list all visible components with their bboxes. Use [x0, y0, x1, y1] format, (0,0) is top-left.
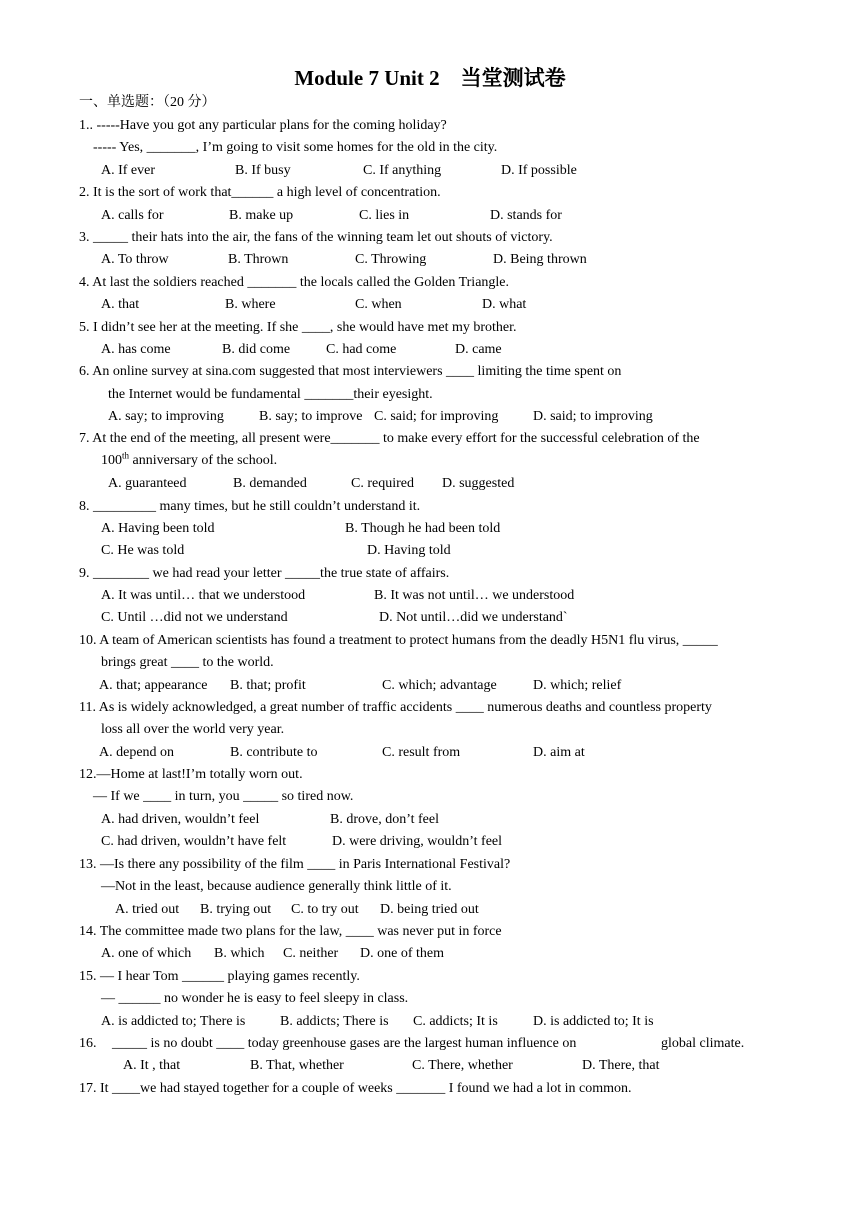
text-line: A. is addicted to; There is: [101, 1014, 246, 1029]
text-line: D. Not until…did we understand`: [379, 610, 568, 625]
text-line: A. To throw: [101, 252, 169, 267]
section-heading: 一、单选题：（20 分）: [79, 95, 216, 110]
text-line: C. when: [355, 297, 402, 312]
question-7-continuation: [101, 452, 277, 470]
text-line: D. came: [455, 342, 502, 357]
text-line: C. had come: [326, 342, 397, 357]
text-line: C. had driven, wouldn’t have felt: [101, 834, 287, 849]
text-line: A. had driven, wouldn’t feel: [101, 812, 260, 827]
text-line: 9. ________ we had read your letter _____the true state of affairs.: [79, 566, 450, 581]
text-line: 15. –– I hear Tom ______ playing games recently.: [79, 969, 360, 984]
text-line: 7. At the end of the meeting, all present were_______ to make every effort for the successful celebration of the: [79, 431, 700, 446]
text-line: 13. —Is there any possibility of the film ____ in Paris International Festival?: [79, 857, 511, 872]
page-title: Module 7 Unit 2 当堂测试卷: [294, 66, 566, 90]
text-line: A. tried out: [115, 902, 180, 917]
text-line: global climate.: [661, 1036, 745, 1051]
text-line: C. If anything: [363, 163, 442, 178]
text-line: A. It was until… that we understood: [101, 588, 306, 603]
q7-ordinal-suffix: th: [122, 450, 130, 461]
text-line: A. guaranteed: [108, 476, 187, 491]
text-line: C. neither: [283, 946, 339, 961]
text-line: ----- Yes, _______, I’m going to visit some homes for the old in the city.: [93, 140, 498, 155]
text-line: C. to try out: [291, 902, 359, 917]
text-line: B. where: [225, 297, 276, 312]
text-line: D. aim at: [533, 745, 585, 760]
text-line: A. It , that: [123, 1058, 181, 1073]
text-line: C. said; for improving: [374, 409, 499, 424]
text-line: B. That, whether: [250, 1058, 344, 1073]
text-line: 6. An online survey at sina.com suggested that most interviewers ____ limiting the time spent on: [79, 364, 622, 379]
text-line: — If we ____ in turn, you _____ so tired now.: [93, 789, 354, 804]
text-line: 17. It ____we had stayed together for a couple of weeks _______ I found we had a lot in common.: [79, 1081, 632, 1096]
text-line: D. stands for: [490, 208, 562, 223]
text-line: A. calls for: [101, 208, 164, 223]
q7-number: 100: [101, 453, 122, 468]
text-line: 3. _____ their hats into the air, the fans of the winning team let out shouts of victory.: [79, 230, 553, 245]
text-line: A. say; to improving: [108, 409, 224, 424]
text-line: D. suggested: [442, 476, 515, 491]
text-line: B. demanded: [233, 476, 307, 491]
text-line: D. is addicted to; It is: [533, 1014, 654, 1029]
text-line: A. Having been told: [101, 521, 215, 536]
text-line: C. lies in: [359, 208, 410, 223]
text-line: A. depend on: [99, 745, 175, 760]
text-line: D. said; to improving: [533, 409, 653, 424]
text-line: B. make up: [229, 208, 294, 223]
text-line: D. which; relief: [533, 678, 622, 693]
text-line: _____ is no doubt ____ today greenhouse gases are the largest human influence on: [112, 1036, 577, 1051]
text-line: —Not in the least, because audience generally think little of it.: [101, 879, 452, 894]
text-line: 12.—Home at last!I’m totally worn out.: [79, 767, 303, 782]
text-line: 14. The committee made two plans for the law, ____ was never put in force: [79, 924, 502, 939]
text-line: A. that; appearance: [99, 678, 208, 693]
text-line: D. one of them: [360, 946, 444, 961]
text-line: D. being tried out: [380, 902, 479, 917]
text-line: D. There, that: [582, 1058, 660, 1073]
text-line: A. If ever: [101, 163, 156, 178]
text-line: 10. A team of American scientists has found a treatment to protect humans from the deadly H5N1 flu virus, _____: [79, 633, 718, 648]
q7-text: anniversary of the school.: [129, 453, 278, 468]
text-line: B. drove, don’t feel: [330, 812, 439, 827]
text-line: C. Until …did not we understand: [101, 610, 288, 625]
text-line: C. There, whether: [412, 1058, 513, 1073]
text-line: 8. _________ many times, but he still couldn’t understand it.: [79, 499, 421, 514]
text-line: B. which: [214, 946, 265, 961]
text-line: 2. It is the sort of work that______ a high level of concentration.: [79, 185, 441, 200]
text-line: brings great ____ to the world.: [101, 655, 274, 670]
text-line: C. He was told: [101, 543, 185, 558]
text-line: C. Throwing: [355, 252, 427, 267]
text-line: D. were driving, wouldn’t feel: [332, 834, 503, 849]
text-line: 5. I didn’t see her at the meeting. If she ____, she would have met my brother.: [79, 320, 517, 335]
text-line: D. Having told: [367, 543, 451, 558]
text-line: B. say; to improve: [259, 409, 363, 424]
text-line: A. that: [101, 297, 140, 312]
text-line: –– ______ no wonder he is easy to feel sleepy in class.: [101, 991, 409, 1006]
text-line: B. addicts; There is: [280, 1014, 389, 1029]
text-line: 16.: [79, 1036, 97, 1051]
text-line: B. that; profit: [230, 678, 306, 693]
text-line: B. Thrown: [228, 252, 289, 267]
text-line: the Internet would be fundamental _______their eyesight.: [108, 387, 433, 402]
text-line: B. It was not until… we understood: [374, 588, 575, 603]
text-line: C. which; advantage: [382, 678, 497, 693]
text-line: A. one of which: [101, 946, 192, 961]
text-line: C. required: [351, 476, 414, 491]
text-line: B. trying out: [200, 902, 272, 917]
text-line: B. If busy: [235, 163, 291, 178]
text-line: 4. At last the soldiers reached _______ the locals called the Golden Triangle.: [79, 275, 510, 290]
text-line: C. result from: [382, 745, 461, 760]
text-line: D. If possible: [501, 163, 577, 178]
text-line: 11. As is widely acknowledged, a great number of traffic accidents ____ numerous deaths and countless property: [79, 700, 712, 715]
text-line: B. did come: [222, 342, 291, 357]
text-line: loss all over the world very year.: [101, 722, 285, 737]
text-line: B. Though he had been told: [345, 521, 501, 536]
text-line: D. what: [482, 297, 527, 312]
text-line: B. contribute to: [230, 745, 318, 760]
text-line: D. Being thrown: [493, 252, 587, 267]
text-line: C. addicts; It is: [413, 1014, 498, 1029]
text-line: 1.. -----Have you got any particular plans for the coming holiday?: [79, 118, 447, 133]
text-line: A. has come: [101, 342, 171, 357]
